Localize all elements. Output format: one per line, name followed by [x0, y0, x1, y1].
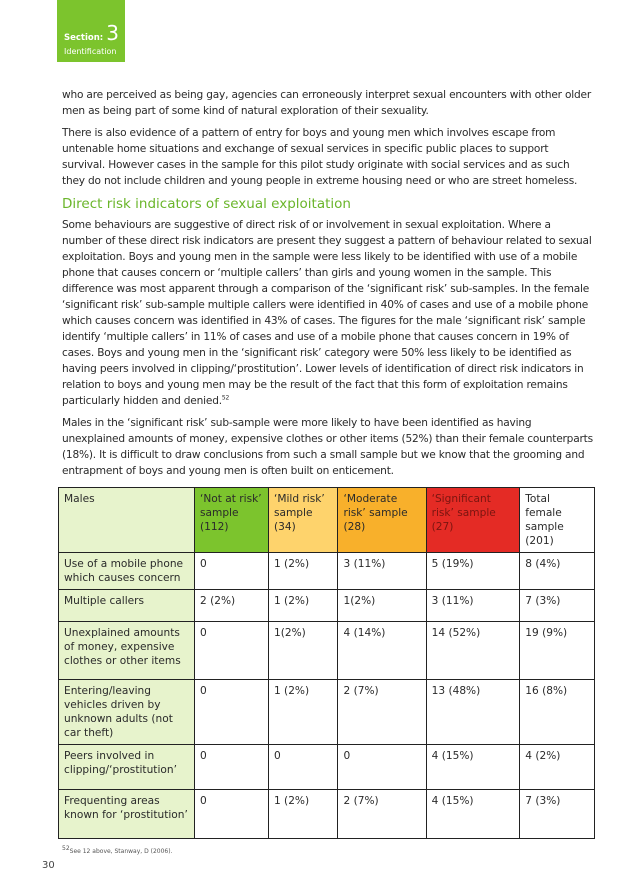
table-cell: 16 (8%) [520, 680, 595, 745]
table-cell: 1 (2%) [268, 790, 338, 839]
paragraph: Males in the ‘significant risk’ sub-sample were more likely to have been identified as having unexplained amounts of money, expensive clothes or other items (52%) than their female counterparts (18%). It is difficult to draw conclusions from such a small sample but we know that the grooming and entrapment of boys and young men is often built on enticement. [62, 417, 593, 477]
row-label-cell: Peers involved in clipping/‘prostitution’ [59, 745, 195, 790]
table-cell: 7 (3%) [520, 790, 595, 839]
table-cell: 3 (11%) [338, 553, 426, 590]
table-cell: 0 [338, 745, 426, 790]
table-row [59, 680, 595, 745]
table-cell: 2 (7%) [338, 790, 426, 839]
table-cell: 1(2%) [268, 622, 338, 680]
table-cell: 1 (2%) [268, 590, 338, 622]
row-label-cell: Entering/leaving vehicles driven by unknown adults (not car theft) [59, 680, 195, 745]
table-cell: 14 (52%) [426, 622, 520, 680]
header-cell: ‘Significant risk’ sample (27) [426, 488, 520, 553]
header-cell: Total female sample (201) [520, 488, 595, 553]
table-cell: 4 (15%) [426, 745, 520, 790]
risk-indicator-table [58, 487, 595, 839]
footnote-text: See 12 above, Stanway, D (2006). [69, 848, 173, 855]
header-cell: ‘Mild risk’ sample (34) [268, 488, 338, 553]
row-label-cell: Use of a mobile phone which causes concern [59, 553, 195, 590]
header-cell: Males [59, 488, 195, 553]
footnote-mark: 52 [62, 845, 70, 852]
table-cell: 0 [195, 553, 269, 590]
page-number: 30 [42, 860, 55, 871]
paragraph-text: Some behaviours are suggestive of direct risk of or involvement in sexual exploitation. Where a number of these direct risk indicators are present they suggest a pattern of behaviour related to sexual exploitation. Boys and young men in the sample were less likely to be identified with use of a mobile phone that causes concern or ‘multiple callers’ than girls and young women in the sample. This difference was most apparent through a comparison of the ‘significant risk’ sub-samples. In the female ‘significant risk’ sub-sample multiple callers were identified in 40% of cases and use of a mobile phone which causes concern was identified in 43% of cases. The figures for the male ‘significant risk’ sample identify ‘multiple callers’ in 11% of cases and use of a mobile phone that causes concern in 19% of cases. Boys and young men in the ‘significant risk’ category were 50% less likely to be identified as having peers involved in clipping/‘prostitution’. Lower levels of identification of direct risk indicators in relation to boys and young men may be the result of the fact that this form of exploitation remains particularly hidden and denied. [62, 219, 592, 407]
footnote [62, 847, 594, 856]
table-row [59, 590, 595, 622]
row-label-cell: Frequenting areas known for ‘prostitution’ [59, 790, 195, 839]
row-label-cell: Unexplained amounts of money, expensive clothes or other items [59, 622, 195, 680]
table-cell: 13 (48%) [426, 680, 520, 745]
table-row [59, 622, 595, 680]
table-cell: 0 [195, 680, 269, 745]
table-cell: 1(2%) [338, 590, 426, 622]
table-cell: 0 [195, 622, 269, 680]
table-row [59, 553, 595, 590]
paragraph: who are perceived as being gay, agencies can erroneously interpret sexual encounters with other older men as being part of some kind of natural exploration of their sexuality. [62, 89, 592, 117]
table-cell: 19 (9%) [520, 622, 595, 680]
section-number: 3 [106, 21, 119, 45]
table-cell: 4 (15%) [426, 790, 520, 839]
section-title: Identification [64, 47, 117, 56]
header-cell: ‘Not at risk’ sample (112) [195, 488, 269, 553]
table-cell: 2 (7%) [338, 680, 426, 745]
table-cell: 0 [195, 790, 269, 839]
table-cell: 1 (2%) [268, 553, 338, 590]
table-header-row [59, 488, 595, 553]
table-cell: 8 (4%) [520, 553, 595, 590]
paragraph: There is also evidence of a pattern of entry for boys and young men which involves escape from untenable home situations and exchange of sexual services in specific public places to support survival. However cases in the sample for this pilot study originate with social services and as such they do not include children and young people in extreme housing need or who are street homeless. [62, 127, 578, 187]
footnote-ref: 52 [221, 394, 230, 402]
table-row [59, 745, 595, 790]
table-cell: 4 (2%) [520, 745, 595, 790]
row-label-cell: Multiple callers [59, 590, 195, 622]
table-cell: 2 (2%) [195, 590, 269, 622]
table-cell: 4 (14%) [338, 622, 426, 680]
table-cell: 0 [195, 745, 269, 790]
header-cell: ‘Moderate risk’ sample (28) [338, 488, 426, 553]
table-row [59, 790, 595, 839]
table-cell: 7 (3%) [520, 590, 595, 622]
table-cell: 1 (2%) [268, 680, 338, 745]
paragraph [62, 217, 594, 409]
table-cell: 3 (11%) [426, 590, 520, 622]
table-cell: 5 (19%) [426, 553, 520, 590]
table-cell: 0 [268, 745, 338, 790]
section-heading: Direct risk indicators of sexual exploitation [62, 196, 351, 212]
section-label: Section: [64, 33, 104, 43]
